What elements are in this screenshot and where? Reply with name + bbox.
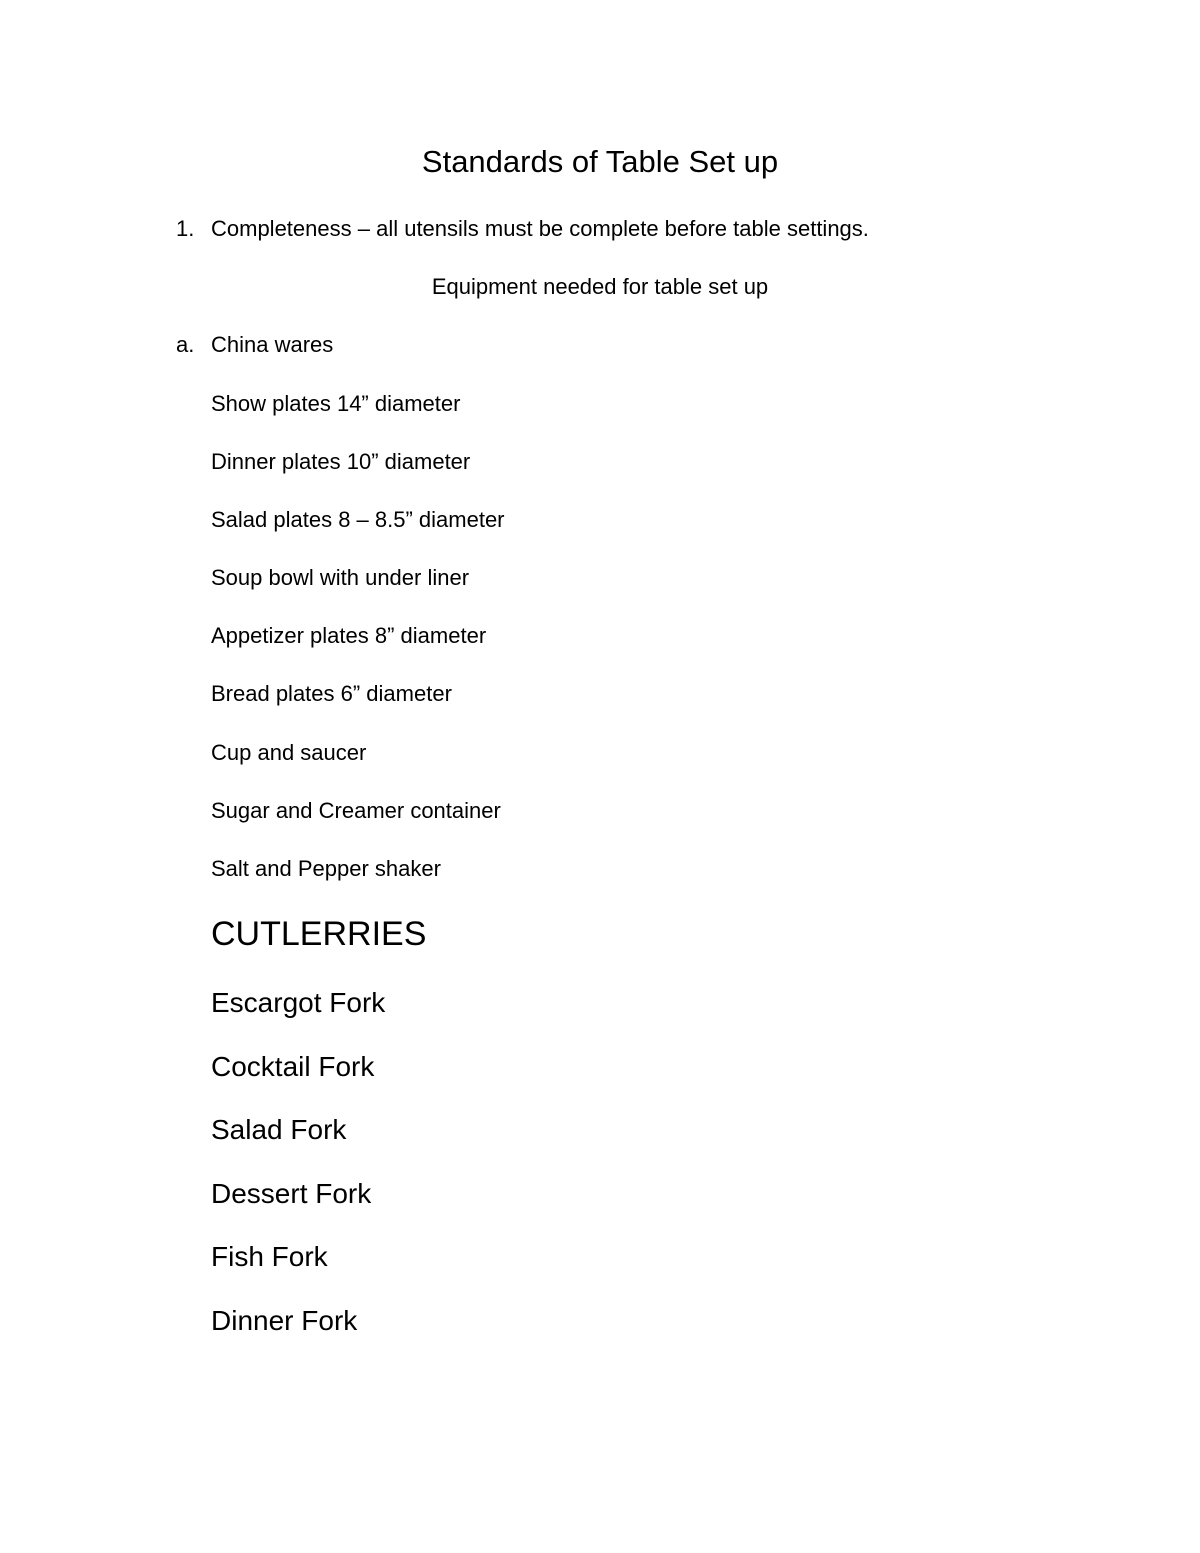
completeness-point: Completeness – all utensils must be complete before table settings.	[211, 216, 869, 241]
china-item: Show plates 14” diameter	[211, 391, 461, 416]
cutlery-item: Fish Fork	[211, 1241, 328, 1272]
page-title: Standards of Table Set up	[421, 144, 779, 179]
cutlery-heading: CUTLERRIES	[211, 915, 427, 953]
china-item: Salt and Pepper shaker	[211, 856, 441, 881]
china-wares-label: China wares	[211, 332, 334, 357]
china-item: Sugar and Creamer container	[211, 798, 501, 823]
list-marker-a: a.	[176, 332, 195, 357]
china-item: Salad plates 8 – 8.5” diameter	[211, 507, 505, 532]
cutlery-item: Salad Fork	[211, 1114, 347, 1145]
list-marker-1: 1.	[176, 216, 195, 241]
china-item: Cup and saucer	[211, 740, 367, 765]
cutlery-item: Dessert Fork	[211, 1178, 372, 1209]
cutlery-item: Cocktail Fork	[211, 1051, 375, 1082]
cutlery-item: Escargot Fork	[211, 987, 386, 1018]
cutlery-item: Dinner Fork	[211, 1305, 358, 1336]
china-item: Appetizer plates 8” diameter	[211, 623, 487, 648]
equipment-subtitle: Equipment needed for table set up	[431, 274, 769, 299]
china-item: Bread plates 6” diameter	[211, 681, 452, 706]
china-item: Dinner plates 10” diameter	[211, 449, 471, 474]
china-item: Soup bowl with under liner	[211, 565, 470, 590]
